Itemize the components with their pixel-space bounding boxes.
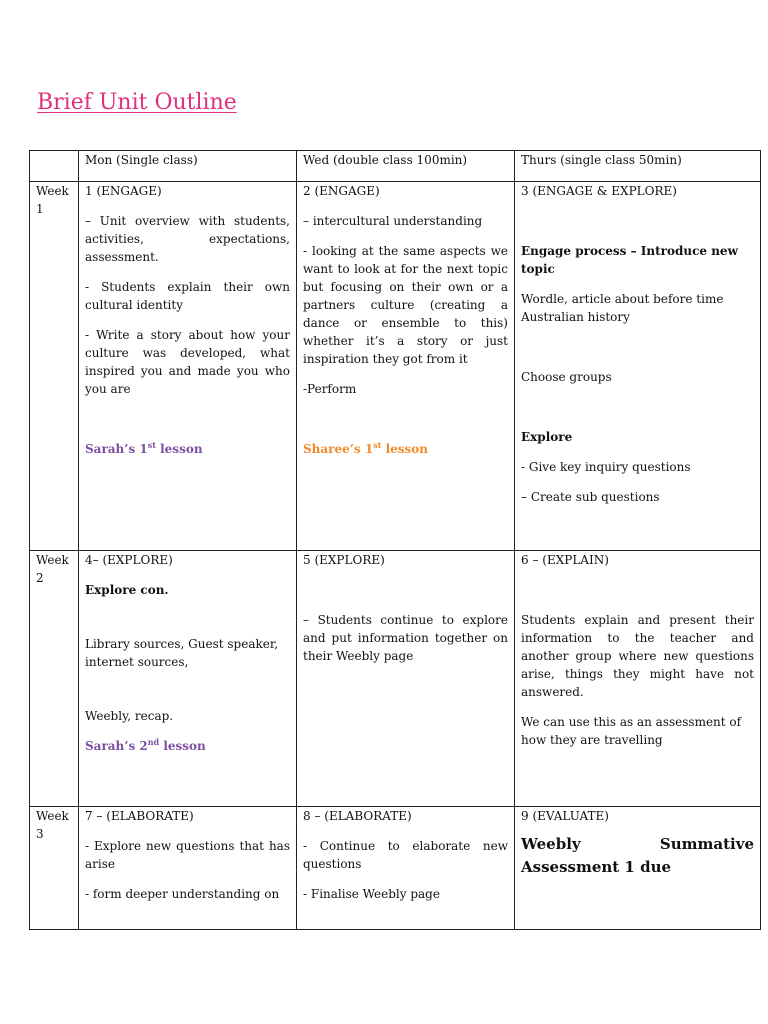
week-2-mon-cell xyxy=(79,551,297,807)
header-wed: Wed (double class 100min) xyxy=(297,151,515,182)
table-header-row xyxy=(30,151,761,182)
week-2-thu-cell xyxy=(515,551,761,807)
week-1-mon-cell xyxy=(79,182,297,551)
lesson-1-point-1: – Unit overview with students, activities, expectations, assessment. xyxy=(85,214,290,264)
lesson-6-heading: 6 – (EXPLAIN) xyxy=(521,553,609,567)
lesson-9-heading: 9 (EVALUATE) xyxy=(521,809,609,823)
lesson-3-heading: 3 (ENGAGE & EXPLORE) xyxy=(521,184,677,198)
note-text-end: lesson xyxy=(155,442,203,456)
lesson-4-point-2: Library sources, Guest speaker, internet sources, xyxy=(85,637,279,669)
lesson-3-point-2: Wordle, article about before time Australian history xyxy=(521,292,724,324)
lesson-5-point-1: – Students continue to explore and put information together on their Weebly page xyxy=(303,613,508,663)
table-row-week-3 xyxy=(30,807,761,930)
sharee-lesson-1-note xyxy=(303,440,508,458)
sarah-lesson-2-note xyxy=(85,737,290,755)
page-title: Brief Unit Outline xyxy=(37,90,237,115)
note-superscript: nd xyxy=(147,737,160,747)
lesson-3-point-1 xyxy=(521,242,754,278)
week-3-number: 3 xyxy=(36,827,44,841)
lesson-3-point-3: Choose groups xyxy=(521,370,612,384)
week-2-label: Week xyxy=(36,553,69,567)
week-2-number: 2 xyxy=(36,571,44,585)
week-1-label: Week xyxy=(36,184,69,198)
sarah-lesson-1-note xyxy=(85,440,290,458)
lesson-4-heading: 4– (EXPLORE) xyxy=(85,553,173,567)
lesson-2-point-1: – intercultural understanding xyxy=(303,214,483,228)
unit-outline-table xyxy=(29,150,761,930)
note-superscript: st xyxy=(147,440,156,450)
engage-process-text: Engage process – Introduce new topic xyxy=(521,244,738,276)
table-row-week-1 xyxy=(30,182,761,551)
header-mon: Mon (Single class) xyxy=(79,151,297,182)
lesson-8-point-1: - Continue to elaborate new questions xyxy=(303,839,508,871)
lesson-7-point-2: - form deeper understanding on xyxy=(85,887,280,901)
note-text: Sarah’s 1 xyxy=(85,442,148,456)
lesson-4-point-3: Weebly, recap. xyxy=(85,709,174,723)
note-text-end: lesson xyxy=(381,442,429,456)
note-text-end: lesson xyxy=(159,739,206,753)
week-1-number: 1 xyxy=(36,202,44,216)
header-week xyxy=(30,151,79,182)
lesson-3-point-6: – Create sub questions xyxy=(521,490,660,504)
week-1-thu-cell xyxy=(515,182,761,551)
lesson-1-point-2: - Students explain their own cultural identity xyxy=(85,280,290,312)
lesson-1-heading: 1 (ENGAGE) xyxy=(85,184,162,198)
week-3-thu-cell xyxy=(515,807,761,930)
week-2-label-cell xyxy=(30,551,79,807)
lesson-5-heading: 5 (EXPLORE) xyxy=(303,553,385,567)
lesson-3-explore-label: Explore xyxy=(521,430,573,444)
header-thu: Thurs (single class 50min) xyxy=(515,151,761,182)
lesson-6-point-1: Students explain and present their information to the teacher and another group where new questions arise, things they might have not answered. xyxy=(521,613,754,699)
summative-assessment-note: Weebly Summative Assessment 1 due xyxy=(521,835,754,876)
lesson-7-heading: 7 – (ELABORATE) xyxy=(85,809,194,823)
week-2-wed-cell xyxy=(297,551,515,807)
week-1-label-cell xyxy=(30,182,79,551)
lesson-8-point-2: - Finalise Weebly page xyxy=(303,887,440,901)
week-3-wed-cell xyxy=(297,807,515,930)
note-text: Sharee’s 1 xyxy=(303,442,374,456)
lesson-2-heading: 2 (ENGAGE) xyxy=(303,184,380,198)
note-superscript: st xyxy=(373,440,382,450)
week-3-mon-cell xyxy=(79,807,297,930)
lesson-2-point-3: -Perform xyxy=(303,382,357,396)
lesson-1-point-3: - Write a story about how your culture was developed, what inspired you and made you who you are xyxy=(85,328,290,396)
lesson-7-point-1: - Explore new questions that has arise xyxy=(85,839,290,871)
week-3-label: Week xyxy=(36,809,69,823)
lesson-3-point-5: - Give key inquiry questions xyxy=(521,460,691,474)
note-text: Sarah’s 2 xyxy=(85,739,148,753)
lesson-4-point-1: Explore con. xyxy=(85,583,169,597)
week-1-wed-cell xyxy=(297,182,515,551)
table-row-week-2 xyxy=(30,551,761,807)
lesson-6-point-2: We can use this as an assessment of how they are travelling xyxy=(521,715,742,747)
week-3-label-cell xyxy=(30,807,79,930)
lesson-2-point-2: - looking at the same aspects we want to look at for the next topic but focusing on their own or a partners culture (creating a dance or ensemble to this) whether it’s a story or just inspiration they got from it xyxy=(303,244,508,366)
lesson-8-heading: 8 – (ELABORATE) xyxy=(303,809,412,823)
